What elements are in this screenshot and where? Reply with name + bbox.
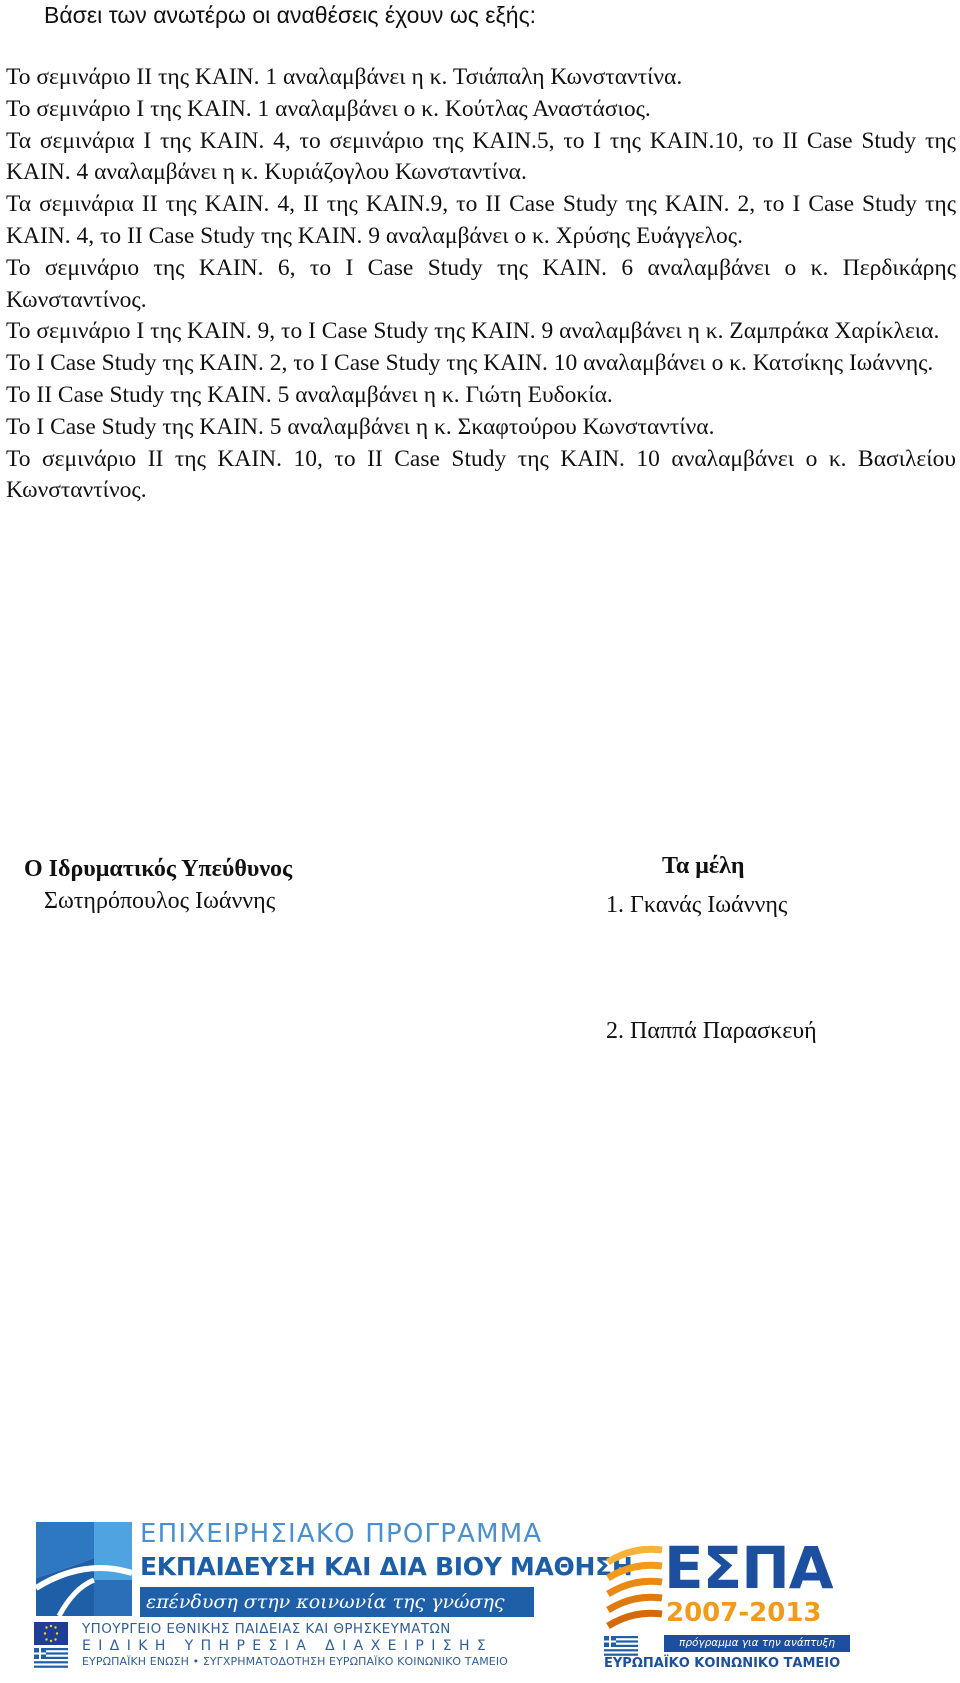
espa-fund: ΕΥΡΩΠΑΪΚΟ ΚΟΙΝΩΝΙΚΟ ΤΑΜΕΙΟ xyxy=(604,1656,841,1671)
assignment-paragraph: Το Ι Case Study της ΚΑΙΝ. 5 αναλαμβάνει η κ. Σκαφτούρου Κωνσταντίνα. xyxy=(6,413,715,440)
assignment-paragraph: Το σεμινάριο Ι της ΚΑΙΝ. 9, το Ι Case Study της ΚΑΙΝ. 9 αναλαμβάνει η κ. Ζαμπράκα Χαρίκλεια. xyxy=(6,318,940,345)
espa-wordmark: ΕΣΠΑ xyxy=(664,1534,833,1602)
assignment-paragraph: Το σεμινάριο ΙΙ της ΚΑΙΝ. 10, το ΙΙ Case Study της ΚΑΙΝ. 10 αναλαμβάνει ο κ. Βασιλείου Κωνσταντίνος. xyxy=(6,445,956,504)
member-item: 2. Παππά Παρασκευή xyxy=(606,1018,817,1044)
op-agency: ΕΙΔΙΚΗ ΥΠΗΡΕΣΙΑ ΔΙΑΧΕΙΡΙΣΗΣ xyxy=(82,1638,494,1654)
op-subtitle: ΕΚΠΑΙΔΕΥΣΗ ΚΑΙ ΔΙΑ ΒΙΟΥ ΜΑΘΗΣΗ xyxy=(140,1552,633,1581)
assignments-text xyxy=(6,62,956,507)
op-tagline: επένδυση στην κοινωνία της γνώσης xyxy=(140,1587,534,1617)
op-title: ΕΠΙΧΕΙΡΗΣΙΑΚΟ ΠΡΟΓΡΑΜΜΑ xyxy=(140,1519,543,1549)
espa-swoosh-icon xyxy=(604,1540,664,1632)
assignment-paragraph: Τα σεμινάρια Ι της ΚΑΙΝ. 4, το σεμινάριο της ΚΑΙΝ.5, το Ι της ΚΑΙΝ.10, το ΙΙ Case Study της ΚΑΙΝ. 4 αναλαμβάνει η κ. Κυριάζογλου Κωνσταντίνα. xyxy=(6,127,956,186)
op-ministry: ΥΠΟΥΡΓΕΙΟ ΕΘΝΙΚΗΣ ΠΑΙΔΕΙΑΣ ΚΑΙ ΘΡΗΣΚΕΥΜΑΤΩΝ xyxy=(82,1621,451,1637)
eu-flag-icon xyxy=(34,1622,68,1645)
assignment-paragraph: Το σεμινάριο της ΚΑΙΝ. 6, το Ι Case Study της ΚΑΙΝ. 6 αναλαμβάνει ο κ. Περδικάρης Κωνσταντίνος. xyxy=(6,254,956,313)
assignment-paragraph: Τα σεμινάρια ΙΙ της ΚΑΙΝ. 4, ΙΙ της ΚΑΙΝ.9, το ΙΙ Case Study της ΚΑΙΝ. 2, το Ι Case Study της ΚΑΙΝ. 4, το ΙΙ Case Study της ΚΑΙΝ. 9 αναλαμβάνει ο κ. Χρύσης Ευάγγελος. xyxy=(6,191,956,249)
greek-flag-icon xyxy=(604,1636,638,1656)
greek-flag-icon xyxy=(34,1648,68,1668)
op-graphic-icon xyxy=(34,1518,134,1618)
member-item: 1. Γκανάς Ιωάννης xyxy=(606,892,788,918)
institutional-manager-name: Σωτηρόπουλος Ιωάννης xyxy=(44,888,276,914)
intro-line: Βάσει των ανωτέρω οι αναθέσεις έχουν ως εξής: xyxy=(44,2,537,28)
op-fund: ΕΥΡΩΠΑΪΚΗ ΕΝΩΣΗ • ΣΥΓΧΡΗΜΑΤΟΔΟΤΗΣΗ ΕΥΡΩΠΑΪΚΟ ΚΟΙΝΩΝΙΚΟ ΤΑΜΕΙΟ xyxy=(82,1655,508,1668)
institutional-manager-title: Ο Ιδρυματικός Υπεύθυνος xyxy=(24,856,293,882)
assignment-paragraph: Το Ι Case Study της ΚΑΙΝ. 2, το Ι Case Study της ΚΑΙΝ. 10 αναλαμβάνει ο κ. Κατσίκης Ιωάννης. xyxy=(6,350,934,377)
assignment-paragraph: Το ΙΙ Case Study της ΚΑΙΝ. 5 αναλαμβάνει η κ. Γιώτη Ευδοκία. xyxy=(6,381,613,408)
espa-logo xyxy=(604,1534,854,1671)
op-education-logo xyxy=(34,1518,633,1668)
espa-years: 2007-2013 xyxy=(666,1598,822,1628)
assignment-paragraph: Το σεμινάριο Ι της ΚΑΙΝ. 1 αναλαμβάνει ο κ. Κούτλας Αναστάσιος. xyxy=(6,95,651,122)
espa-slogan: πρόγραμμα για την ανάπτυξη xyxy=(664,1635,850,1652)
assignment-paragraph: Το σεμινάριο ΙΙ της ΚΑΙΝ. 1 αναλαμβάνει η κ. Τσιάπαλη Κωνσταντίνα. xyxy=(6,64,683,90)
members-title: Τα μέλη xyxy=(662,853,745,879)
